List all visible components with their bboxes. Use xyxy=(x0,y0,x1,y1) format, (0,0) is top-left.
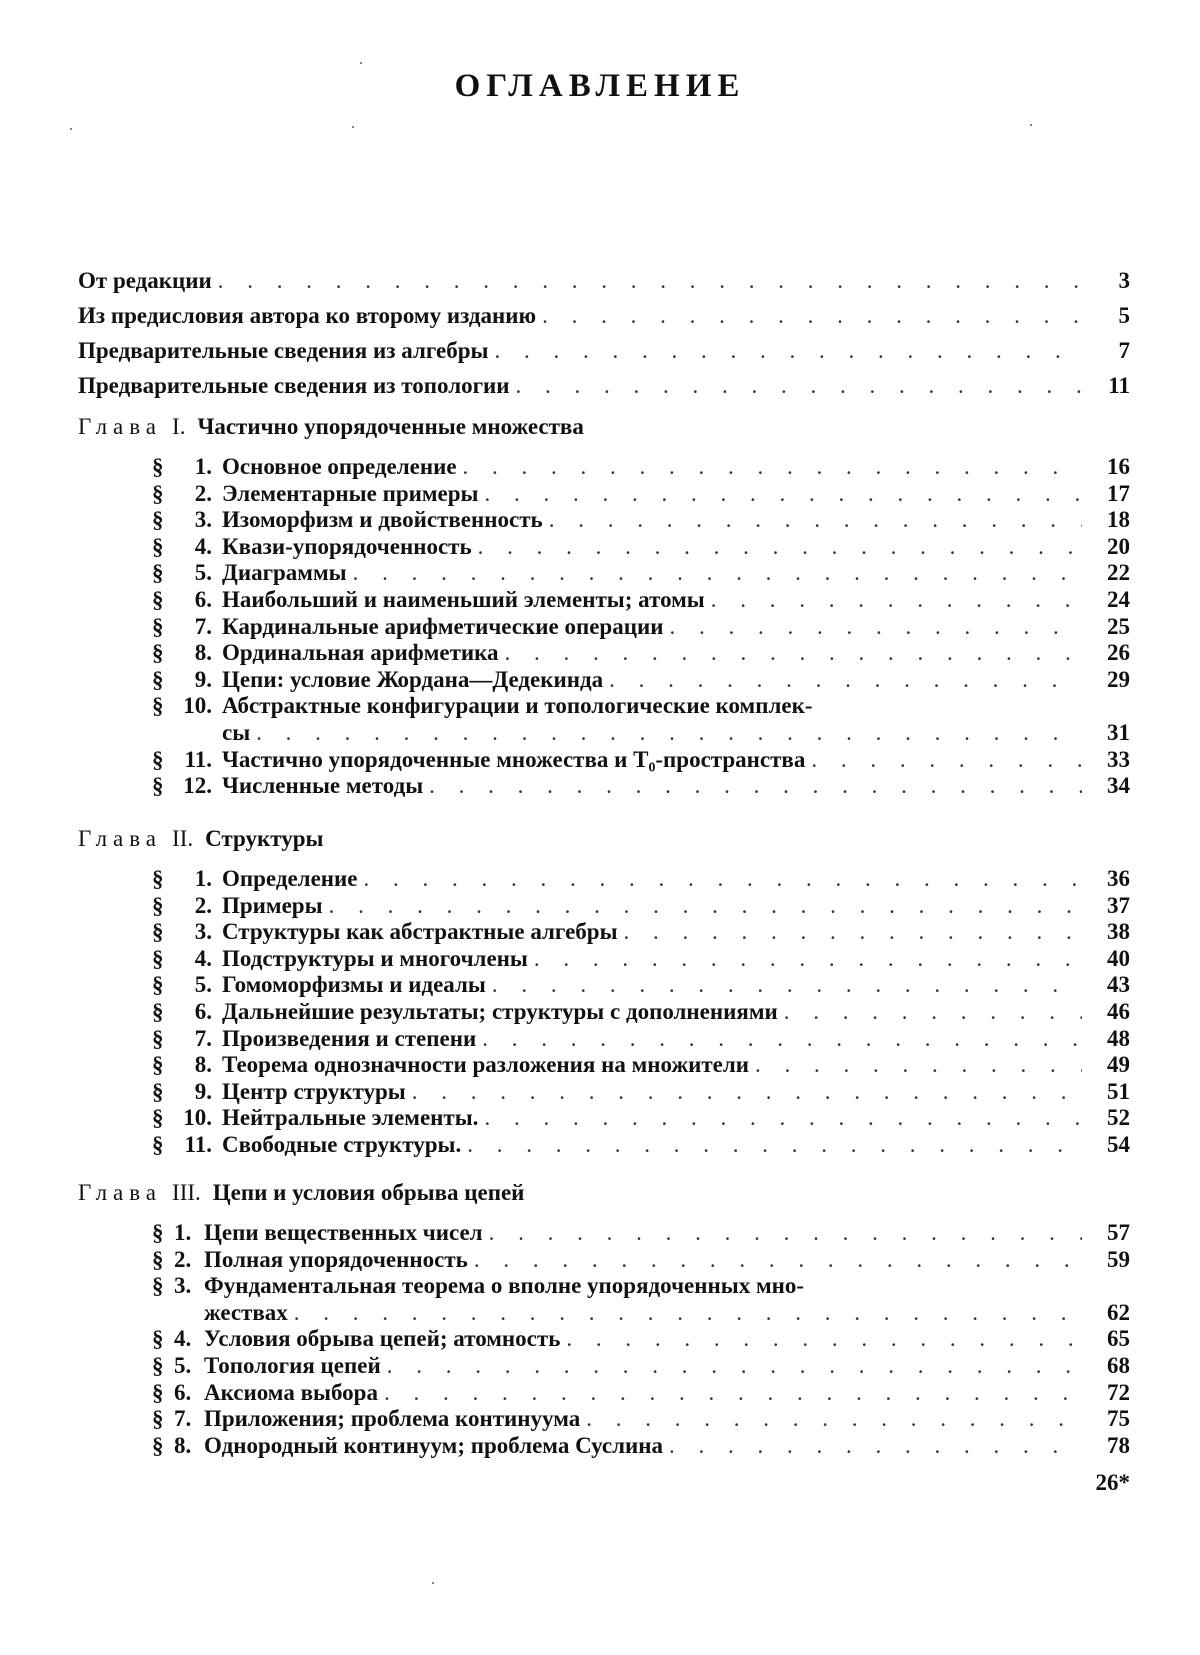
leader-dots xyxy=(505,640,1082,666)
section-symbol: § xyxy=(152,773,164,799)
section-number: 6. xyxy=(194,586,212,612)
page-number: 49 xyxy=(1107,1052,1130,1078)
section-title: Произведения и степени xyxy=(222,1025,477,1051)
leader-dots xyxy=(474,1247,1082,1273)
section-symbol: § xyxy=(152,1432,164,1458)
toc-section xyxy=(152,1406,1130,1433)
toc-entry xyxy=(78,268,1130,303)
leader-dots xyxy=(489,1220,1082,1246)
section-symbol: § xyxy=(152,866,164,891)
toc-section xyxy=(152,946,1130,973)
leader-dots xyxy=(463,454,1082,480)
section-number: 12. xyxy=(183,773,212,799)
chapter-heading xyxy=(78,826,1130,852)
page-number: 75 xyxy=(1107,1406,1130,1432)
section-number: 11. xyxy=(184,1131,212,1157)
leader-dots xyxy=(218,268,1082,294)
page-number: 5 xyxy=(1118,303,1130,328)
chapter-label: Глава xyxy=(78,414,163,439)
toc-section xyxy=(152,640,1130,667)
section-title: Абстрактные конфигурации и топологические комплек- xyxy=(222,693,813,719)
leader-dots xyxy=(624,919,1082,945)
leader-dots xyxy=(492,972,1082,998)
section-symbol: § xyxy=(152,693,164,719)
page-number: 24 xyxy=(1107,586,1130,612)
toc-section xyxy=(152,1353,1130,1380)
scan-speck xyxy=(70,128,72,130)
section-title: Наибольший и наименьший элементы; атомы xyxy=(222,586,705,612)
page-number: 11 xyxy=(1108,373,1130,398)
page-number: 37 xyxy=(1107,892,1130,918)
section-title: Топология цепей xyxy=(204,1352,381,1378)
toc-section xyxy=(152,1380,1130,1407)
toc-section xyxy=(152,667,1130,694)
section-title: Гомоморфизмы и идеалы xyxy=(222,972,486,998)
leader-dots xyxy=(364,866,1082,892)
section-title: Условия обрыва цепей; атомность xyxy=(204,1326,561,1352)
entry-title: Предварительные сведения из топологии xyxy=(78,373,510,398)
section-title-continued: жествах xyxy=(204,1299,288,1325)
toc-section xyxy=(152,534,1130,561)
scan-speck xyxy=(1030,124,1032,126)
section-title: Аксиома выбора xyxy=(204,1379,378,1405)
section-symbol: § xyxy=(152,480,164,506)
toc-section xyxy=(152,560,1130,587)
page-number: 18 xyxy=(1107,507,1130,533)
section-title: Численные методы xyxy=(222,773,424,799)
page-number: 43 xyxy=(1107,972,1130,998)
section-symbol: § xyxy=(152,892,164,918)
page-number: 65 xyxy=(1107,1326,1130,1352)
leader-dots xyxy=(609,667,1082,693)
page-number: 62 xyxy=(1107,1299,1130,1325)
section-title: Дальнейшие результаты; структуры с дополнениями xyxy=(222,998,778,1024)
section-symbol: § xyxy=(152,1326,164,1352)
section-title: Фундаментальная теорема о вполне упорядоченных мно- xyxy=(204,1273,805,1299)
section-title: Цепи вещественных чисел xyxy=(204,1220,483,1245)
toc-section xyxy=(152,1132,1130,1159)
page-number: 54 xyxy=(1107,1131,1130,1157)
section-symbol: § xyxy=(152,507,164,533)
entry-title: Из предисловия автора ко второму изданию xyxy=(78,303,537,328)
leader-dots xyxy=(478,534,1082,560)
chapter-number: III. xyxy=(172,1180,201,1205)
section-number: 10. xyxy=(183,1105,212,1131)
section-symbol: § xyxy=(152,1220,164,1245)
section-title: Нейтральные элементы. xyxy=(222,1105,479,1131)
section-symbol: § xyxy=(152,1406,164,1432)
section-title: Центр структуры xyxy=(222,1078,406,1104)
section-symbol: § xyxy=(152,1273,164,1299)
leader-dots xyxy=(467,1132,1082,1158)
section-number: 8. xyxy=(194,640,212,666)
chapter-label: Глава xyxy=(78,1180,163,1205)
section-number: 8. xyxy=(174,1432,192,1458)
section-number: 3. xyxy=(174,1273,192,1299)
front-matter-list xyxy=(78,268,1130,408)
toc-section xyxy=(152,1433,1130,1460)
section-title: Изоморфизм и двойственность xyxy=(222,507,543,533)
page-number: 51 xyxy=(1107,1078,1130,1104)
section-title: Ординальная арифметика xyxy=(222,640,499,666)
toc-entry xyxy=(78,373,1130,408)
section-number: 3. xyxy=(194,919,212,945)
toc-section xyxy=(152,919,1130,946)
toc-section-continuation xyxy=(152,720,1130,747)
page-number: 38 xyxy=(1107,919,1130,945)
toc-section xyxy=(152,1079,1130,1106)
section-number: 2. xyxy=(194,892,212,918)
section-symbol: § xyxy=(152,560,164,586)
leader-dots xyxy=(516,373,1082,399)
section-number: 8. xyxy=(194,1052,212,1078)
leader-dots xyxy=(353,560,1082,586)
leader-dots xyxy=(429,773,1082,799)
toc-section xyxy=(152,773,1130,800)
chapter-title: Структуры xyxy=(205,826,324,851)
section-title: Кардинальные арифметические операции xyxy=(222,613,664,639)
section-number: 5. xyxy=(174,1352,192,1378)
leader-dots xyxy=(256,720,1082,746)
leader-dots xyxy=(412,1079,1082,1105)
chapter-heading xyxy=(78,1180,1130,1206)
section-number: 5. xyxy=(194,560,212,586)
leader-dots xyxy=(485,481,1083,507)
section-number: 9. xyxy=(194,666,212,692)
page-number: 7 xyxy=(1118,338,1130,363)
section-number: 4. xyxy=(194,533,212,559)
leader-dots xyxy=(669,1433,1082,1459)
section-symbol: § xyxy=(152,1352,164,1378)
section-title: Частично упорядоченные множества и T₀-пространства xyxy=(222,746,806,772)
section-title: Квази-упорядоченность xyxy=(222,533,472,559)
section-title: Структуры как абстрактные алгебры xyxy=(222,919,618,945)
toc-section xyxy=(152,587,1130,614)
toc-section xyxy=(152,454,1130,481)
leader-dots xyxy=(566,1326,1082,1352)
section-number: 7. xyxy=(194,613,212,639)
leader-dots xyxy=(484,1105,1082,1131)
section-symbol: § xyxy=(152,1131,164,1157)
section-symbol: § xyxy=(152,1246,164,1272)
toc-section xyxy=(152,481,1130,508)
chapter-heading xyxy=(78,414,1130,440)
section-number: 10. xyxy=(183,693,212,719)
section-symbol: § xyxy=(152,640,164,666)
section-symbol: § xyxy=(152,998,164,1024)
page-number: 78 xyxy=(1107,1432,1130,1458)
section-title: Подструктуры и многочлены xyxy=(222,945,528,971)
page-number: 52 xyxy=(1107,1105,1130,1131)
section-title: Элементарные примеры xyxy=(222,480,479,506)
leader-dots xyxy=(534,946,1082,972)
toc-section xyxy=(152,1052,1130,1079)
section-title: Однородный континуум; проблема Суслина xyxy=(204,1432,664,1458)
section-title: Определение xyxy=(222,866,358,891)
toc-section xyxy=(152,1220,1130,1247)
section-symbol: § xyxy=(152,533,164,559)
leader-dots xyxy=(329,893,1082,919)
section-number: 1. xyxy=(194,454,212,479)
section-symbol: § xyxy=(152,1105,164,1131)
page-number: 16 xyxy=(1107,454,1130,479)
section-number: 4. xyxy=(174,1326,192,1352)
section-title: Диаграммы xyxy=(222,560,347,586)
toc-section xyxy=(152,614,1130,641)
section-title: Приложения; проблема континуума xyxy=(204,1406,581,1432)
section-number: 1. xyxy=(194,866,212,891)
toc-section-continuation xyxy=(152,1300,1130,1327)
leader-dots xyxy=(586,1406,1082,1432)
toc-entry xyxy=(78,338,1130,373)
section-symbol: § xyxy=(152,746,164,772)
section-list xyxy=(152,1220,1130,1459)
leader-dots xyxy=(294,1300,1082,1326)
scan-speck xyxy=(432,1582,434,1584)
leader-dots xyxy=(542,303,1082,329)
page-number: 20 xyxy=(1107,533,1130,559)
section-number: 4. xyxy=(194,945,212,971)
page-number: 17 xyxy=(1107,480,1130,506)
toc-section xyxy=(152,1247,1130,1274)
section-number: 2. xyxy=(174,1246,192,1272)
toc-section xyxy=(152,1105,1130,1132)
page-number: 68 xyxy=(1107,1352,1130,1378)
toc-section xyxy=(152,999,1130,1026)
leader-dots xyxy=(811,747,1082,773)
section-symbol: § xyxy=(152,1025,164,1051)
section-symbol: § xyxy=(152,919,164,945)
toc-section xyxy=(152,1326,1130,1353)
leader-dots xyxy=(711,587,1082,613)
section-number: 1. xyxy=(174,1220,192,1245)
toc-entry xyxy=(78,303,1130,338)
entry-title: Предварительные сведения из алгебры xyxy=(78,338,489,363)
toc-section xyxy=(152,1273,1130,1300)
section-symbol: § xyxy=(152,454,164,479)
section-number: 3. xyxy=(194,507,212,533)
section-title: Примеры xyxy=(222,892,323,918)
page-number: 33 xyxy=(1107,746,1130,772)
chapter-number: II. xyxy=(172,826,194,851)
page-number: 59 xyxy=(1107,1246,1130,1272)
section-number: 9. xyxy=(194,1078,212,1104)
section-list xyxy=(152,866,1130,1159)
section-symbol: § xyxy=(152,1052,164,1078)
section-number: 2. xyxy=(194,480,212,506)
page-number: 3 xyxy=(1118,268,1130,293)
page-number: 31 xyxy=(1107,719,1130,745)
signature-mark: 26* xyxy=(1095,1470,1130,1495)
toc-section xyxy=(152,893,1130,920)
section-list xyxy=(152,454,1130,800)
section-symbol: § xyxy=(152,1379,164,1405)
chapter-title: Частично упорядоченные множества xyxy=(197,414,584,439)
section-symbol: § xyxy=(152,613,164,639)
page-number: 48 xyxy=(1107,1025,1130,1051)
section-symbol: § xyxy=(152,586,164,612)
chapter-title: Цепи и условия обрыва цепей xyxy=(212,1180,525,1205)
page-number: 46 xyxy=(1107,998,1130,1024)
leader-dots xyxy=(549,507,1082,533)
section-number: 7. xyxy=(194,1025,212,1051)
page-number: 40 xyxy=(1107,945,1130,971)
toc-section xyxy=(152,747,1130,774)
section-number: 6. xyxy=(194,998,212,1024)
toc-section xyxy=(152,972,1130,999)
leader-dots xyxy=(755,1052,1082,1078)
page-number: 25 xyxy=(1107,613,1130,639)
section-title: Полная упорядоченность xyxy=(204,1246,468,1272)
toc-section xyxy=(152,507,1130,534)
section-symbol: § xyxy=(152,1078,164,1104)
page-number: 29 xyxy=(1107,666,1130,692)
section-number: 5. xyxy=(194,972,212,998)
section-number: 6. xyxy=(174,1379,192,1405)
page-number: 34 xyxy=(1107,773,1130,799)
section-symbol: § xyxy=(152,972,164,998)
leader-dots xyxy=(784,999,1082,1025)
section-title: Цепи: условие Жордана—Дедекинда xyxy=(222,666,604,692)
page-number: 36 xyxy=(1107,866,1130,891)
page-number: 72 xyxy=(1107,1379,1130,1405)
chapter-number: I. xyxy=(172,414,186,439)
leader-dots xyxy=(384,1380,1082,1406)
leader-dots xyxy=(669,614,1082,640)
toc-section xyxy=(152,1026,1130,1053)
toc-section xyxy=(152,866,1130,893)
page-number: 57 xyxy=(1107,1220,1130,1245)
section-number: 11. xyxy=(184,746,212,772)
section-symbol: § xyxy=(152,666,164,692)
scan-speck xyxy=(360,62,362,64)
entry-title: От редакции xyxy=(78,268,212,293)
toc-section xyxy=(152,693,1130,720)
chapter-label: Глава xyxy=(78,826,163,851)
leader-dots xyxy=(482,1026,1082,1052)
section-symbol: § xyxy=(152,945,164,971)
leader-dots xyxy=(387,1353,1082,1379)
leader-dots xyxy=(494,338,1082,364)
section-title: Основное определение xyxy=(222,454,457,479)
section-title: Свободные структуры. xyxy=(222,1131,462,1157)
section-number: 7. xyxy=(174,1406,192,1432)
section-title-continued: сы xyxy=(222,719,251,745)
section-title: Теорема однозначности разложения на множители xyxy=(222,1052,750,1078)
scan-speck xyxy=(352,126,354,128)
page-number: 26 xyxy=(1107,640,1130,666)
page-number: 22 xyxy=(1107,560,1130,586)
page-title: ОГЛАВЛЕНИЕ xyxy=(454,68,746,104)
